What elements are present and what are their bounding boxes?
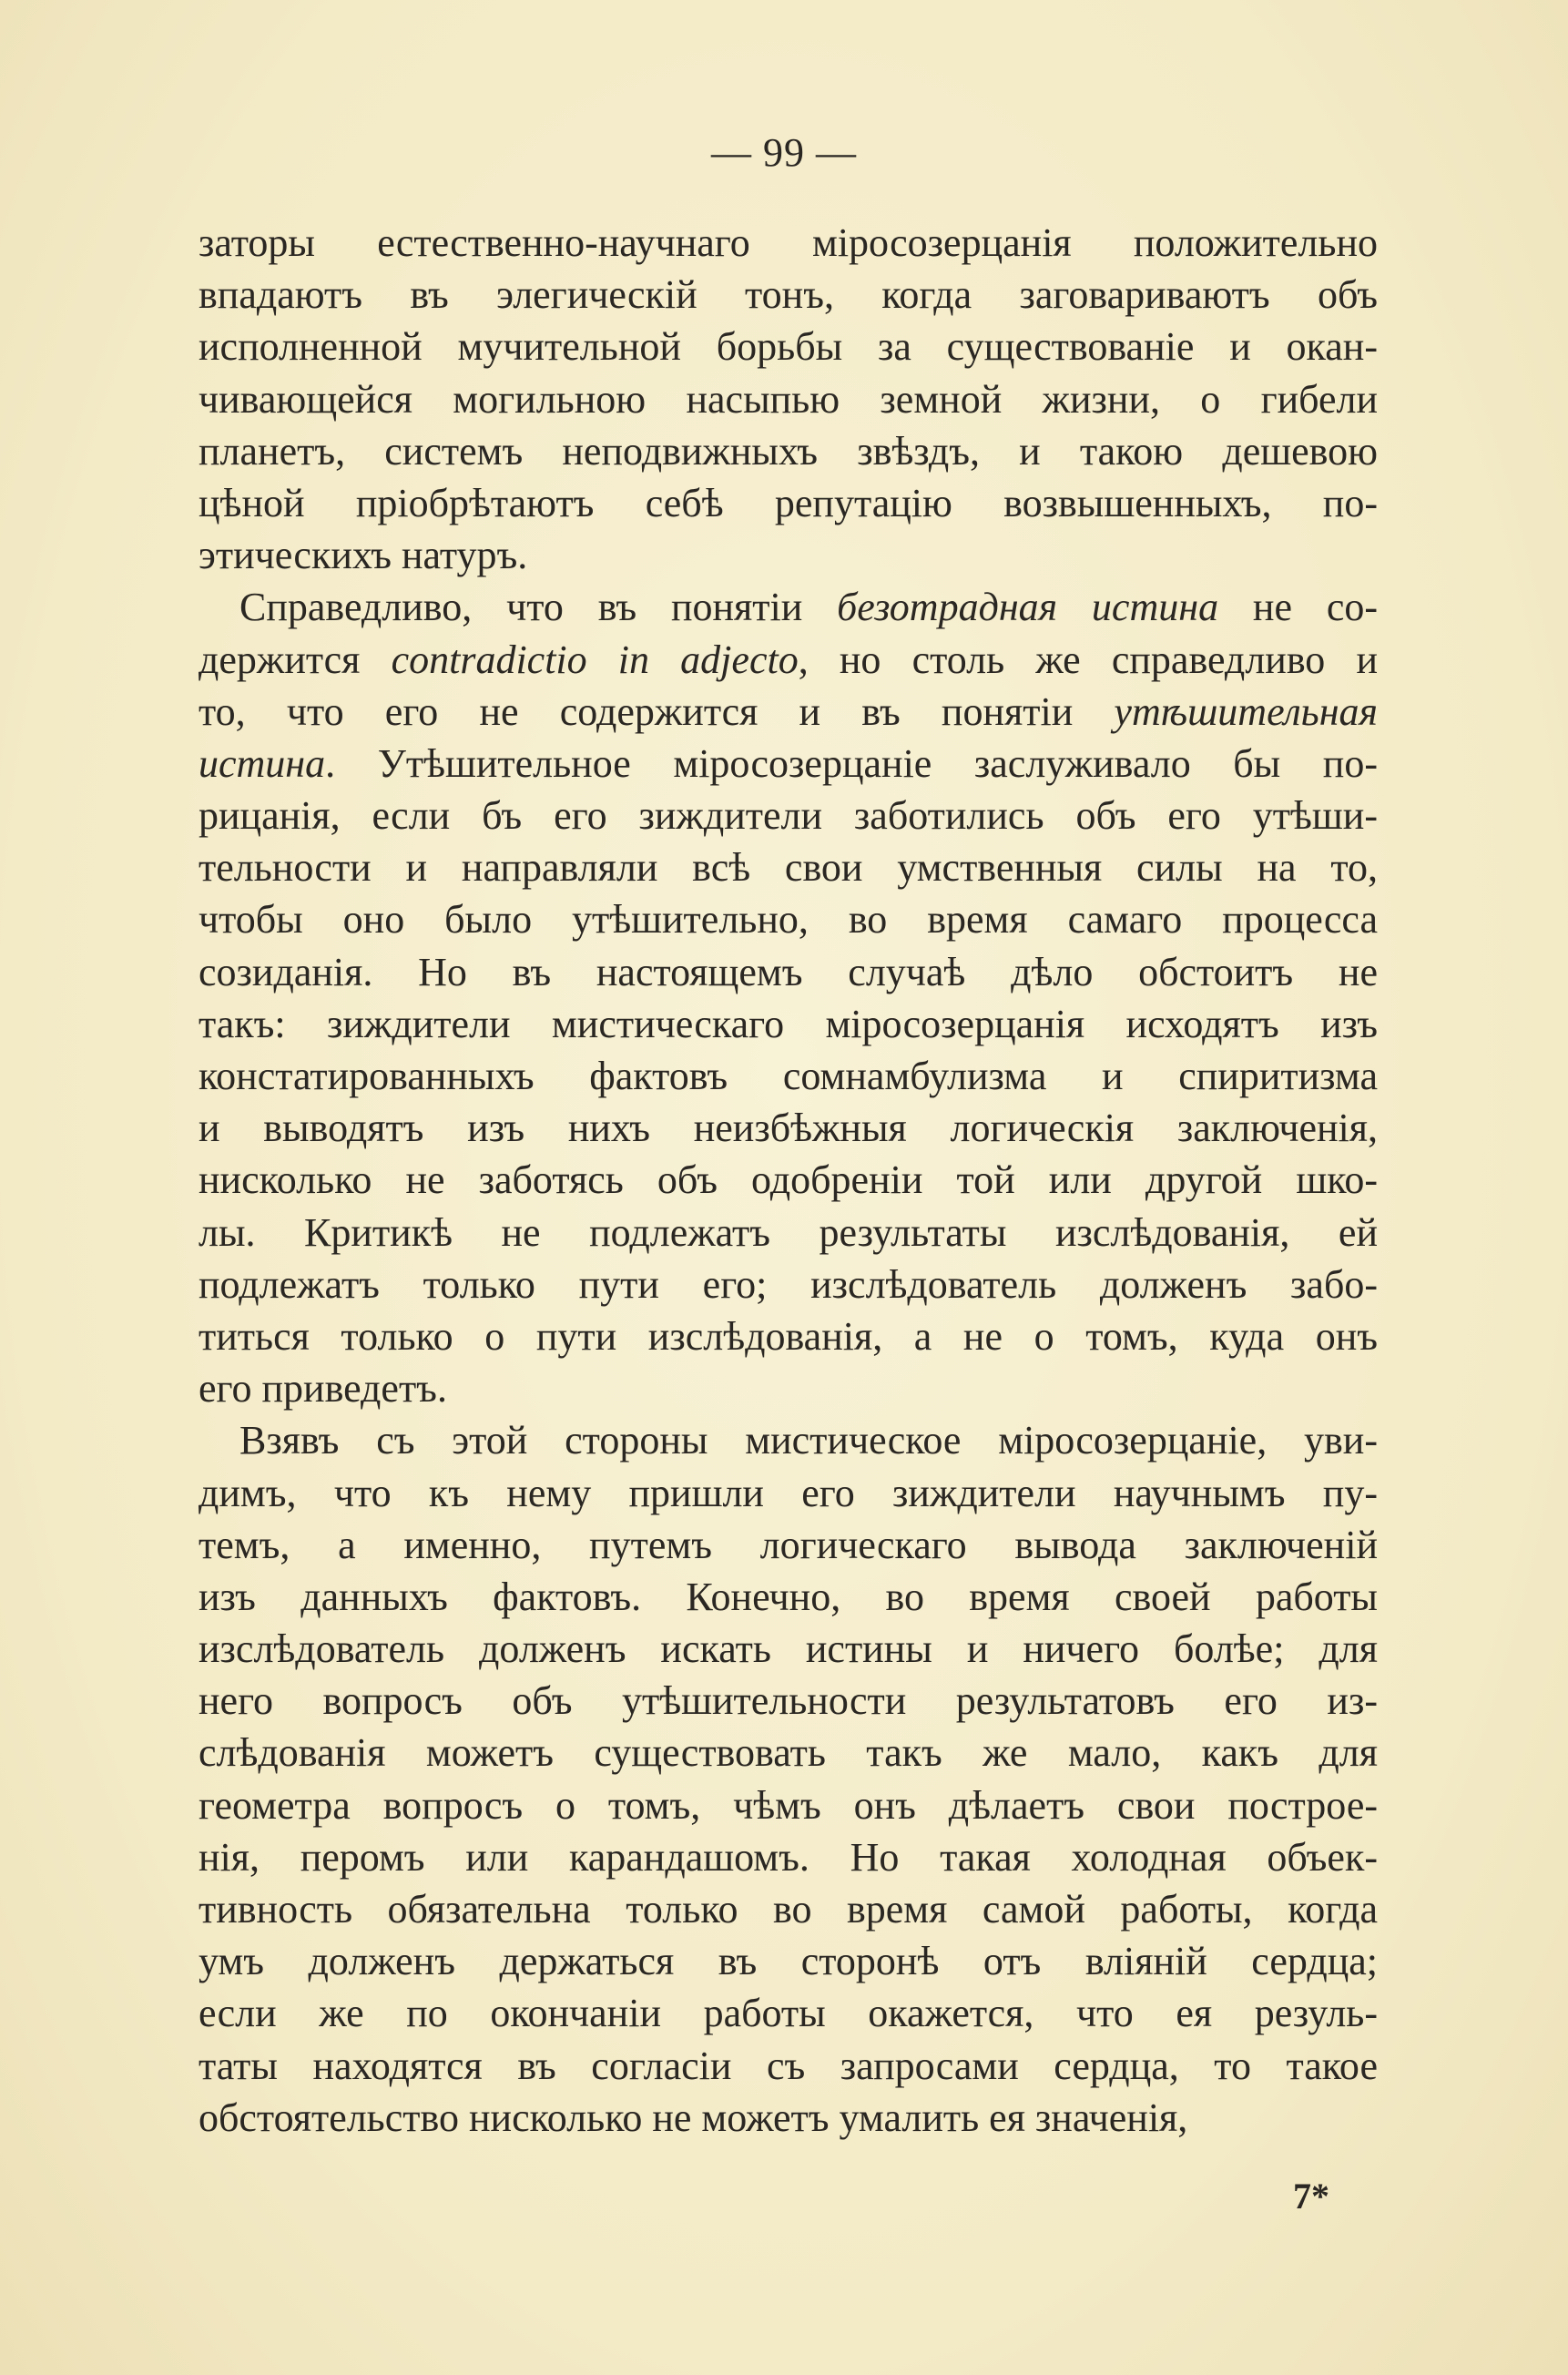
text-line: нисколько не заботясь объ одобреніи той или другой шко- (199, 1157, 1378, 1203)
text-line: димъ, что къ нему пришли его зиждители научнымъ пу- (199, 1470, 1378, 1515)
text-line: тивность обязательна только во время самой работы, когда (199, 1887, 1378, 1932)
text-line: и выводятъ изъ нихъ неизбѣжныя логическія заключенія, (199, 1106, 1378, 1151)
text-line: Справедливо, что въ понятіи безотрадная истина не со- (239, 585, 1378, 630)
text-line: изслѣдователь долженъ искать истины и ничего болѣе; для (199, 1626, 1378, 1672)
page-number: — 99 — (711, 130, 857, 175)
text-line: обстоятельство нисколько не можетъ умалить ея значенія, (199, 2095, 1188, 2140)
printer-signature-mark: 7* (1293, 2176, 1329, 2217)
text-line: титься только о пути изслѣдованія, а не о томъ, куда онъ (199, 1313, 1378, 1359)
text-line: слѣдованія можетъ существовать такъ же мало, какъ для (199, 1730, 1378, 1776)
text-line: истина. Утѣшительное міросозерцаніе заслуживало бы по- (199, 740, 1378, 786)
text-line: впадаютъ въ элегическій тонъ, когда заговариваютъ объ (199, 272, 1378, 318)
text-line: этическихъ натуръ. (199, 533, 528, 578)
text-line: созиданія. Но въ настоящемъ случаѣ дѣло обстоитъ не (199, 949, 1378, 994)
text-line: нія, перомъ или карандашомъ. Но такая холодная объек- (199, 1834, 1378, 1880)
text-line: изъ данныхъ фактовъ. Конечно, во время своей работы (199, 1574, 1378, 1619)
italic-phrase: истина (199, 740, 326, 786)
paragraph (199, 1414, 1378, 2144)
text-line: такъ: зиждители мистическаго міросозерцанія исходятъ изъ (199, 1001, 1378, 1046)
text-line: держится contradictio in adjecto, но столь же справедливо и (199, 637, 1378, 682)
text-line: цѣной пріобрѣтаютъ себѣ репутацію возвышенныхъ, по- (199, 480, 1378, 525)
paragraph (199, 217, 1378, 581)
body-text (199, 217, 1378, 2144)
text-line: если же по окончаніи работы окажется, что ея резуль- (199, 1991, 1378, 2036)
text-line: чивающейся могильною насыпью земной жизни, о гибели (199, 376, 1378, 422)
text-line: его приведетъ. (199, 1366, 447, 1412)
text-line: умъ долженъ держаться въ сторонѣ отъ вліяній сердца; (199, 1939, 1378, 1984)
text-line: таты находятся въ согласіи съ запросами сердца, то такое (199, 2043, 1378, 2088)
italic-phrase: утѣшительная (1114, 688, 1378, 734)
italic-phrase: contradictio in adjecto (391, 637, 799, 682)
text-line: то, что его не содержится и въ понятіи утѣшительная (199, 688, 1378, 734)
text-line: лы. Критикѣ не подлежатъ результаты изслѣдованія, ей (199, 1209, 1378, 1255)
text-line: темъ, а именно, путемъ логическаго вывода заключеній (199, 1522, 1378, 1567)
text-line: Взявъ съ этой стороны мистическое міросозерцаніе, уви- (239, 1418, 1378, 1463)
text-line: планетъ, системъ неподвижныхъ звѣздъ, и такою дешевою (199, 428, 1378, 474)
text-line: подлежатъ только пути его; изслѣдователь долженъ забо- (199, 1261, 1378, 1307)
italic-phrase: безотрадная истина (837, 585, 1219, 630)
text-line: чтобы оно было утѣшительно, во время самаго процесса (199, 897, 1378, 943)
text-line: геометра вопросъ о томъ, чѣмъ онъ дѣлаетъ свои построе- (199, 1782, 1378, 1828)
paragraph (199, 581, 1378, 1414)
text-line: исполненной мучительной борьбы за существованіе и окан- (199, 324, 1378, 370)
text-line: тельности и направляли всѣ свои умственныя силы на то, (199, 845, 1378, 891)
text-line: него вопросъ объ утѣшительности результатовъ его из- (199, 1678, 1378, 1724)
text-line: рицанія, если бъ его зиждители заботились объ его утѣши- (199, 793, 1378, 839)
text-line: констатированныхъ фактовъ сомнамбулизма и спиритизма (199, 1054, 1378, 1098)
text-line: заторы естественно-научнаго міросозерцанія положительно (199, 220, 1378, 265)
